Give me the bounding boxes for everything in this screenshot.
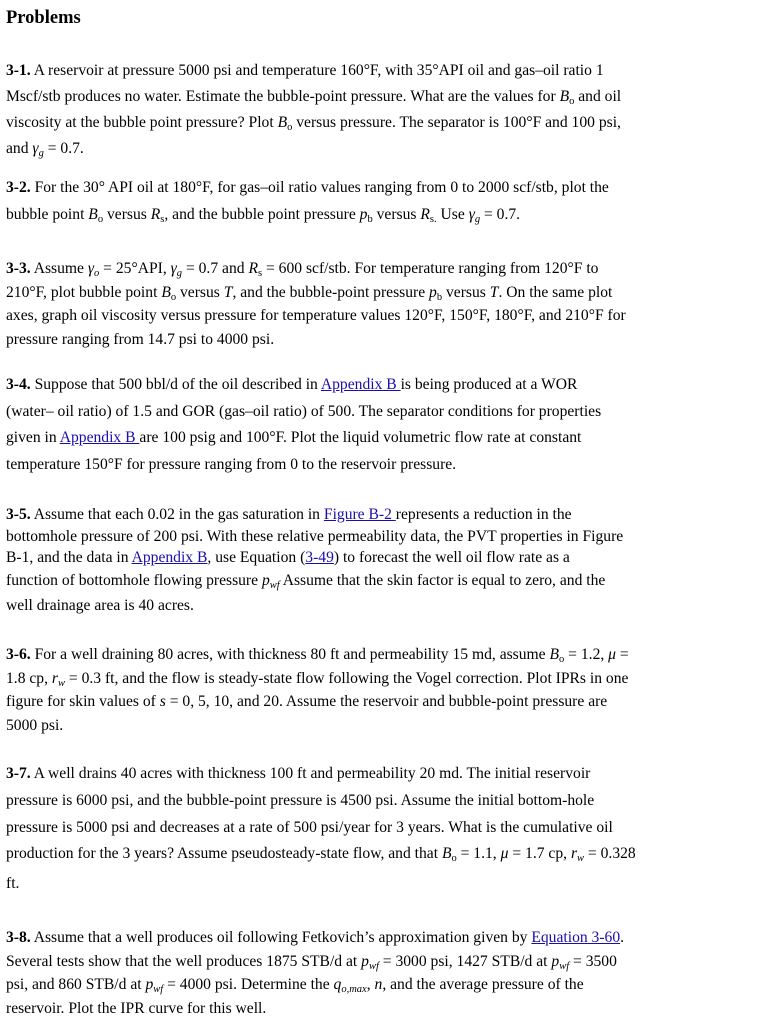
problem-text: = 1.2, — [564, 646, 609, 663]
math-symbol: μ — [608, 646, 616, 663]
problem-text: given in — [6, 429, 60, 446]
problem-3-8 — [6, 926, 762, 1020]
math-subscript: wf — [368, 960, 379, 972]
problem-text: = 1.7 cp, — [508, 845, 571, 863]
problem-3-2 — [6, 174, 762, 228]
problem-text: , and the bubble-point pressure — [232, 283, 430, 301]
math-symbol: q — [333, 976, 342, 993]
problem-text: , — [366, 976, 375, 993]
math-subscript: w — [57, 677, 65, 689]
math-symbol: B — [559, 88, 570, 105]
problem-3-7 — [6, 761, 762, 900]
problem-text: B-1, and the data in — [6, 549, 132, 566]
math-symbol: R — [420, 206, 430, 223]
math-subscript: wf — [559, 960, 570, 972]
problem-number: 3-6. — [6, 646, 31, 663]
math-symbol: r — [570, 845, 578, 863]
figure-b-2-link[interactable]: Figure B-2 — [323, 506, 396, 523]
problem-number: 3-8. — [6, 929, 31, 946]
problem-text: Assume that a well produces oil following Fetkovich’s approximation given by — [30, 929, 532, 946]
math-symbol: p — [429, 283, 437, 301]
math-subscript: o — [97, 214, 104, 225]
problem-text: viscosity at the bubble point pressure? Plot — [6, 114, 278, 131]
math-subscript: g — [38, 148, 44, 159]
problem-text: pressure is 6000 psi, and the bubble-point pressure is 4500 psi. Assume the initial bottom-hole — [6, 791, 595, 809]
math-subscript: g — [176, 268, 183, 279]
math-subscript: s — [160, 214, 165, 225]
problem-text: versus — [442, 283, 490, 301]
math-symbol: γ — [87, 260, 95, 277]
problem-text: function of bottomhole flowing pressure — [6, 571, 262, 589]
problem-text: = — [616, 646, 629, 663]
math-subscript: wf — [153, 984, 164, 995]
problem-text: = 1.1, — [456, 845, 501, 863]
problem-text: and oil — [574, 88, 622, 105]
problem-text: Assume that each 0.02 in the gas saturation in — [30, 506, 324, 523]
math-subscript: wf — [269, 579, 280, 591]
problem-text: 1.8 cp, — [6, 669, 52, 687]
problem-text: = 25°API, — [99, 260, 171, 277]
problem-text: A well drains 40 acres with thickness 100 ft and permeability 20 md. The initial reservoir — [30, 765, 591, 782]
problem-text: temperature 150°F for pressure ranging from 0 to the reservoir pressure. — [6, 455, 457, 473]
math-symbol: p — [551, 952, 560, 970]
math-symbol: T — [223, 283, 233, 301]
math-symbol: n — [374, 976, 383, 993]
problem-text: , and the average pressure of the — [382, 976, 584, 993]
problem-text: versus — [103, 206, 151, 223]
problem-text: . — [620, 929, 625, 946]
problem-text: figure for skin values of — [6, 693, 160, 710]
math-symbol: B — [277, 114, 288, 131]
math-symbol: s — [159, 693, 166, 710]
problem-text: Assume — [30, 260, 88, 277]
problem-text: , use Equation ( — [207, 549, 306, 566]
problem-text: = 0, 5, 10, and 20. Assume the reservoir and bubble-point pressure are — [165, 693, 608, 710]
math-subscript: o — [287, 122, 293, 133]
math-subscript: b — [367, 214, 373, 225]
problem-number: 3-7. — [6, 765, 31, 782]
math-subscript: w — [577, 853, 585, 865]
problem-text: 5000 psi. — [6, 716, 64, 734]
problem-text: Several tests show that the well produces 1875 STB/d at — [6, 952, 362, 970]
problem-text: versus — [176, 283, 224, 301]
appendix-b-link[interactable]: Appendix B — [59, 429, 140, 446]
math-subscript: b — [436, 291, 443, 303]
problem-text: = 3500 — [569, 952, 617, 970]
math-symbol: p — [359, 206, 368, 223]
problem-text: is being produced at a WOR — [400, 376, 578, 393]
math-subscript: s — [257, 268, 263, 279]
math-subscript: o — [451, 853, 457, 865]
math-symbol: T — [489, 283, 499, 301]
math-symbol: p — [261, 571, 270, 589]
equation-3-60-link[interactable]: Equation 3-60 — [531, 929, 621, 946]
problem-text: = 4000 psi. Determine the — [163, 976, 334, 993]
math-symbol: p — [361, 952, 369, 970]
problem-text: psi, and 860 STB/d at — [6, 976, 146, 993]
math-symbol: p — [145, 976, 154, 993]
problem-text: versus pressure. The separator is 100°F and 100 psi, — [292, 114, 621, 131]
math-symbol: B — [161, 283, 171, 301]
problem-text: (water– oil ratio) of 1.5 and GOR (gas–oil ratio) of 500. The separator conditions for properties — [6, 402, 602, 420]
page-heading: Problems — [6, 8, 81, 28]
appendix-b-link[interactable]: Appendix B — [131, 549, 208, 566]
math-subscript: s. — [429, 214, 437, 225]
problem-text: ) to forecast the well oil flow rate as a — [333, 549, 570, 566]
problem-text: For a well draining 80 acres, with thickness 80 ft and permeability 15 md, assume — [30, 646, 550, 663]
problem-text: production for the 3 years? Assume pseudosteady-state flow, and that — [6, 845, 442, 863]
problem-3-6 — [6, 643, 762, 737]
problem-text: = 0.7 and — [182, 260, 249, 277]
problem-text: = 600 scf/stb. For temperature ranging from 120°F to — [262, 260, 599, 277]
problem-text: bottomhole pressure of 200 psi. With these relative permeability data, the PVT properties in Figure — [6, 527, 624, 545]
math-symbol: B — [549, 646, 560, 663]
problem-text: For the 30° API oil at 180°F, for gas–oil ratio values ranging from 0 to 2000 scf/stb, plot the — [30, 179, 609, 196]
math-symbol: γ — [170, 260, 177, 277]
math-symbol: γ — [32, 140, 39, 157]
problem-3-4 — [6, 372, 762, 478]
math-symbol: B — [441, 845, 452, 863]
equation-3-49-link[interactable]: 3-49 — [305, 549, 334, 566]
problem-text: pressure ranging from 14.7 psi to 4000 psi. — [6, 330, 275, 348]
math-symbol: R — [248, 260, 258, 277]
problem-text: represents a reduction in the — [395, 506, 572, 523]
problem-number: 3-5. — [6, 506, 31, 523]
problem-text: bubble point — [6, 206, 89, 223]
problem-text: Mscf/stb produces no water. Estimate the bubble-point pressure. What are the values for — [6, 88, 560, 105]
problem-text: = 0.7. — [480, 206, 521, 223]
problem-text: ft. — [6, 875, 20, 893]
problem-text: = 3000 psi, 1427 STB/d at — [378, 952, 552, 970]
problem-text: versus — [372, 206, 421, 223]
problem-text: = 0.7. — [43, 140, 84, 157]
math-subscript: o,max — [341, 984, 367, 995]
problem-text: are 100 psig and 100°F. Plot the liquid volumetric flow rate at constant — [139, 429, 582, 446]
problem-text: reservoir. Plot the IPR curve for this well. — [6, 999, 267, 1017]
problem-text: A reservoir at pressure 5000 psi and temperature 160°F, with 35°API oil and gas–oil ratio 1 — [33, 62, 604, 79]
math-symbol: μ — [500, 845, 509, 863]
problem-text: well drainage area is 40 acres. — [6, 596, 194, 614]
problem-text: 210°F, plot bubble point — [6, 283, 162, 301]
math-symbol: R — [150, 206, 161, 223]
problem-text: Use — [436, 206, 469, 223]
problem-text: Assume that the skin factor is equal to zero, and the — [279, 571, 606, 589]
problem-number: 3-3. — [6, 260, 31, 277]
problem-text: . On the same plot — [498, 283, 613, 301]
problem-text: = 0.328 — [584, 845, 636, 863]
problem-3-1 — [6, 58, 762, 162]
problem-number: 3-4. — [6, 376, 31, 393]
problem-3-3 — [6, 257, 762, 351]
math-subscript: o — [170, 291, 177, 303]
math-symbol: γ — [468, 206, 475, 223]
problem-text: = 0.3 ft, and the flow is steady-state flow following the Vogel correction. Plot IPRs in one — [65, 669, 629, 687]
math-subscript: o — [94, 268, 100, 279]
math-symbol: B — [88, 206, 98, 223]
problem-text: and — [6, 140, 33, 157]
problem-text: axes, graph oil viscosity versus pressure for temperature values 120°F, 150°F, 180°F, and 210°F for — [6, 307, 626, 324]
math-subscript: o — [569, 96, 575, 107]
problem-text: , and the bubble point pressure — [164, 206, 360, 223]
appendix-b-link[interactable]: Appendix B — [320, 376, 401, 393]
math-symbol: r — [51, 669, 58, 687]
problem-text: pressure is 5000 psi and decreases at a rate of 500 psi/year for 3 years. What is the cumulative oil — [6, 818, 613, 836]
problem-text: Suppose that 500 bbl/d of the oil described in — [30, 376, 321, 393]
math-subscript: o — [559, 654, 565, 665]
problem-number: 3-1. — [6, 62, 31, 79]
math-subscript: g — [474, 214, 481, 225]
problem-number: 3-2. — [6, 179, 31, 196]
problem-3-5 — [6, 504, 762, 619]
